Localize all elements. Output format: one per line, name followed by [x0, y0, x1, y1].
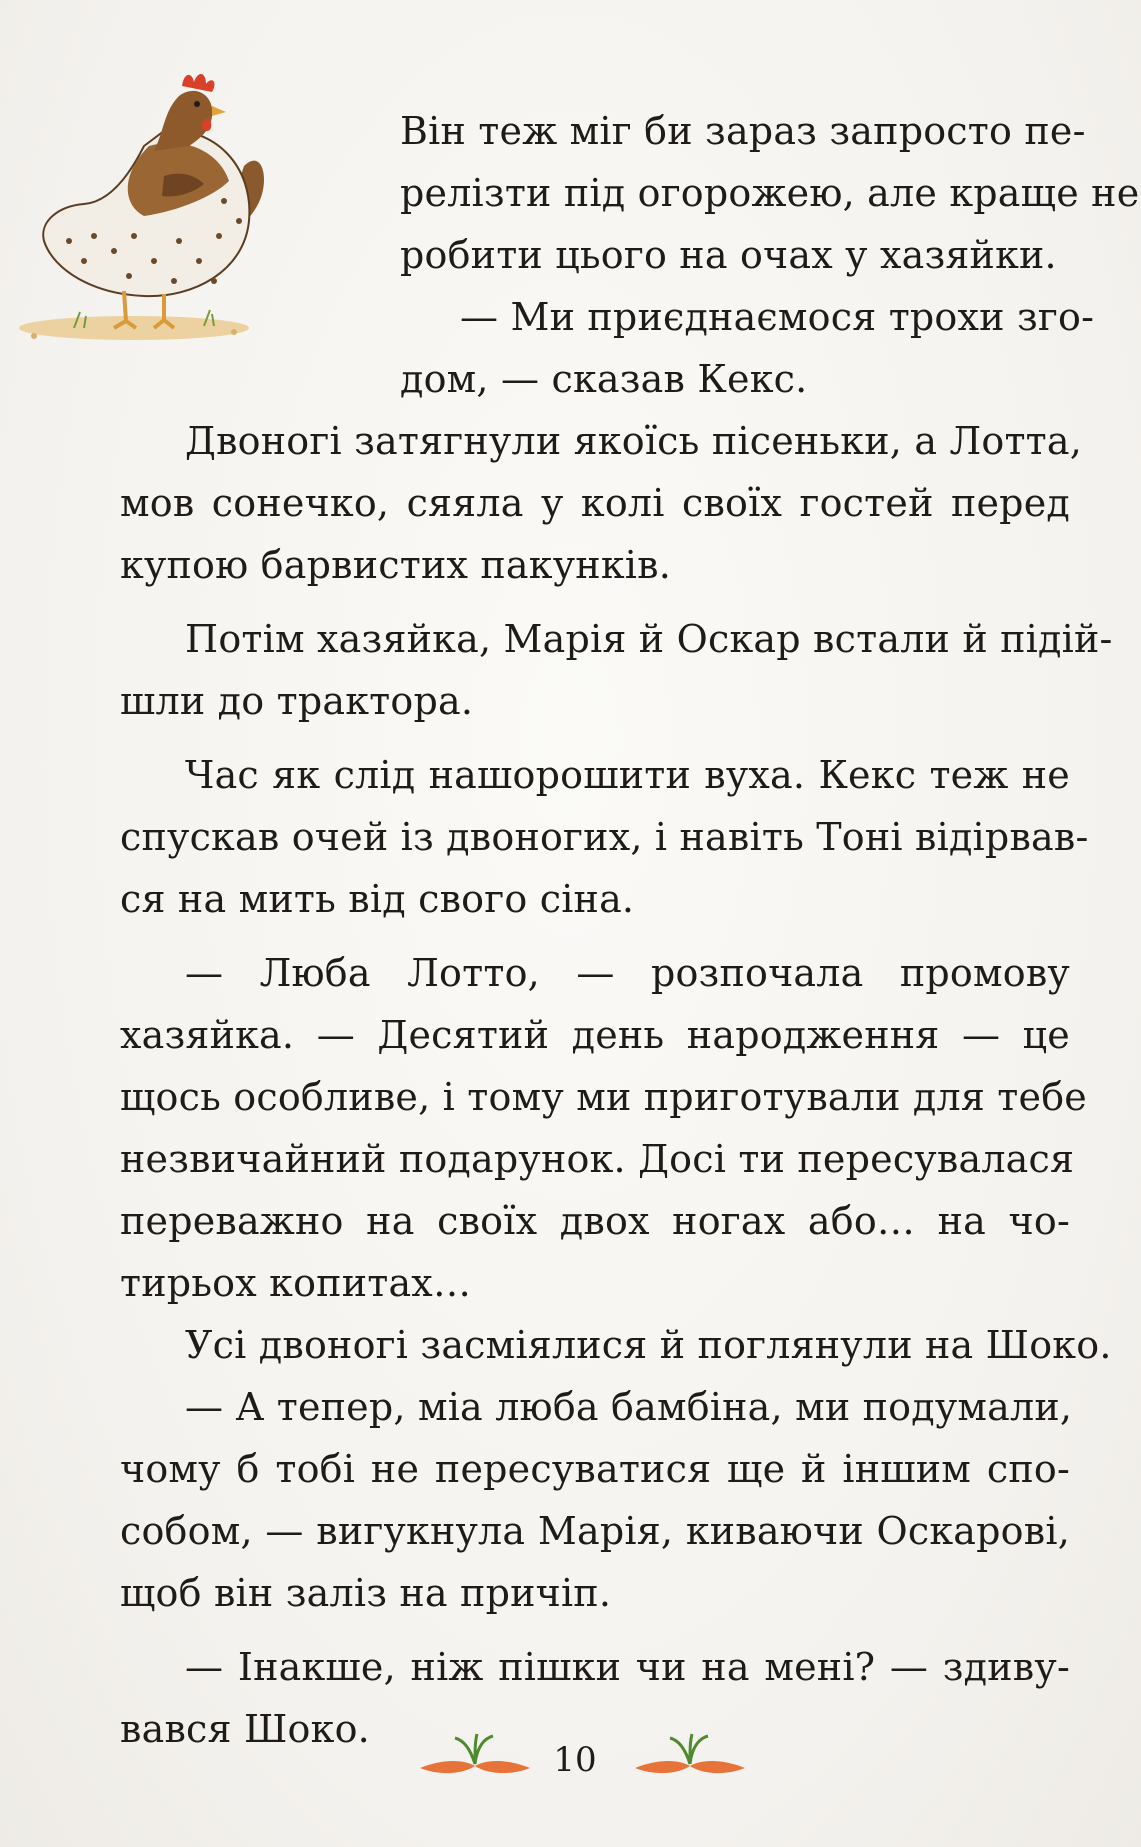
text-line: купою барвистих пакунків. — [120, 543, 671, 587]
page-footer — [0, 1720, 1141, 1790]
text-line: Час як слід нашорошити вуха. Кекс теж не — [185, 753, 1070, 797]
text-line: ся на мить від свого сіна. — [120, 877, 635, 921]
text-line: щось особливе, і тому ми приготували для тебе — [120, 1075, 1087, 1119]
text-line: дом, — сказав Кекс. — [400, 357, 808, 401]
text-line: Він теж міг би зараз запросто пе- — [400, 109, 1086, 153]
text-line: чому б тобі не пересуватися ще й іншим спо- — [120, 1447, 1070, 1491]
text-line: робити цього на очах у хазяйки. — [400, 233, 1057, 277]
text-line: — А тепер, міа люба бамбіна, ми подумали, — [185, 1385, 1073, 1429]
text-line: — Люба Лотто, — розпочала промову — [185, 951, 1070, 995]
text-line: вався Шоко. — [120, 1707, 370, 1751]
text-line: шли до трактора. — [120, 679, 474, 723]
text-line: релізти під огорожею, але краще не — [400, 171, 1140, 215]
text-line: Потім хазяйка, Марія й Оскар встали й підій- — [185, 617, 1113, 661]
text-line: Усі двоногі засміялися й поглянули на Шоко. — [185, 1323, 1112, 1367]
page-number: 10 — [553, 1740, 597, 1780]
text-line: собом, — вигукнула Марія, киваючи Оскарові, — [120, 1509, 1070, 1553]
text-line: мов сонечко, сяяла у колі своїх гостей перед — [120, 481, 1070, 525]
carrot-ornament-right — [630, 1728, 750, 1784]
text-line: спускав очей із двоногих, і навіть Тоні відірвав- — [120, 815, 1089, 859]
text-line: тирьох копитах… — [120, 1261, 472, 1305]
body-text — [120, 100, 1140, 1760]
text-line: переважно на своїх двох ногах або… на чо- — [120, 1199, 1070, 1243]
text-line: незвичайний подарунок. Досі ти пересувалася — [120, 1137, 1075, 1181]
text-line: — Ми приєднаємося трохи зго- — [460, 295, 1095, 339]
text-line: — Інакше, ніж пішки чи на мені? — здиву- — [185, 1645, 1070, 1689]
text-line: Двоногі затягнули якоїсь пісеньки, а Лотта, — [185, 419, 1083, 463]
text-line: щоб він заліз на причіп. — [120, 1571, 612, 1615]
carrot-ornament-left — [415, 1728, 535, 1784]
text-line: хазяйка. — Десятий день народження — це — [120, 1013, 1070, 1057]
